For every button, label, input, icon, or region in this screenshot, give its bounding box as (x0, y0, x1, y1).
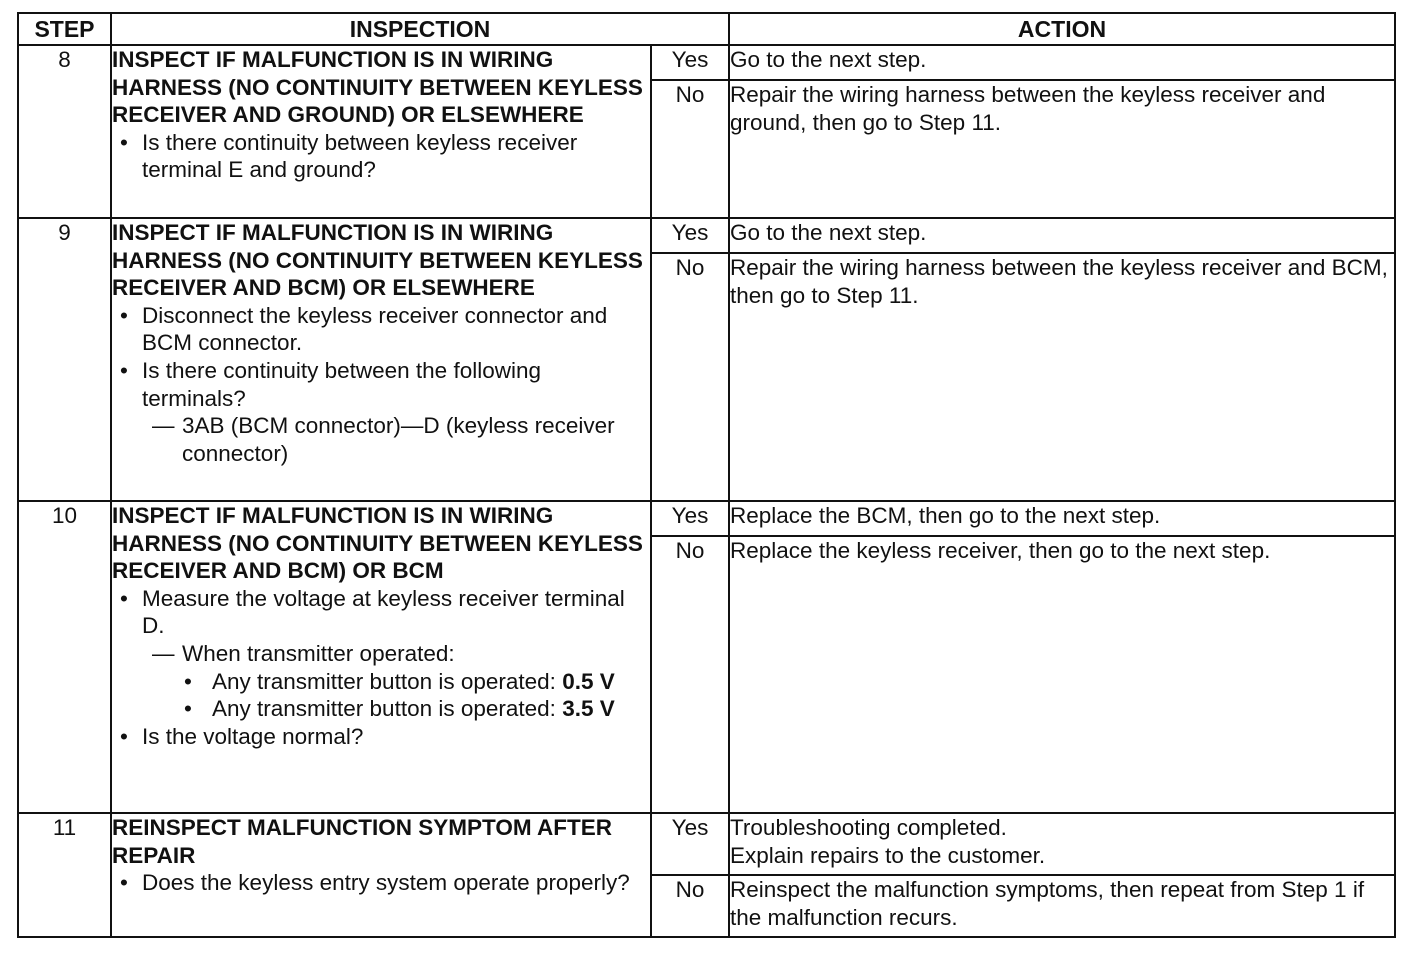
header-action: ACTION (729, 13, 1395, 45)
table-row (18, 45, 1395, 80)
no-action: Reinspect the malfunction symptoms, then repeat from Step 1 if the malfunction recurs. (729, 875, 1395, 937)
step-number: 9 (18, 218, 111, 501)
header-inspection: INSPECTION (111, 13, 729, 45)
yes-action: Replace the BCM, then go to the next step. (729, 501, 1395, 536)
yes-label: Yes (651, 501, 729, 536)
yes-action (729, 813, 1395, 875)
table-row (18, 501, 1395, 536)
yes-label: Yes (651, 813, 729, 875)
table-row (18, 218, 1395, 253)
no-label: No (651, 253, 729, 501)
inspection-bullet: • Measure the voltage at keyless receiver terminal D. (112, 585, 650, 640)
no-label: No (651, 875, 729, 937)
sub-bullet-text: Any transmitter button is operated: (212, 668, 563, 694)
inspection-cell (111, 218, 651, 501)
sub-bullet-value: 0.5 V (562, 668, 615, 694)
inspection-bullet: • Is there continuity between the following terminals? (112, 357, 650, 412)
header-step: STEP (18, 13, 111, 45)
table-row (18, 813, 1395, 875)
inspection-dash-item: — 3AB (BCM connector)—D (keyless receiver connector) (112, 412, 650, 467)
step-number: 11 (18, 813, 111, 937)
inspection-heading: INSPECT IF MALFUNCTION IS IN WIRING HARNESS (NO CONTINUITY BETWEEN KEYLESS RECEIVER AND GROUND) OR ELSEWHERE (112, 47, 643, 128)
no-label: No (651, 536, 729, 813)
inspection-cell (111, 45, 651, 218)
step-number: 10 (18, 501, 111, 813)
yes-action: Go to the next step. (729, 218, 1395, 253)
inspection-heading: INSPECT IF MALFUNCTION IS IN WIRING HARNESS (NO CONTINUITY BETWEEN KEYLESS RECEIVER AND BCM) OR BCM (112, 503, 643, 584)
no-action: Repair the wiring harness between the keyless receiver and BCM, then go to Step 11. (729, 253, 1395, 501)
inspection-bullet: • Is the voltage normal? (112, 723, 650, 751)
inspection-sub-bullet (112, 668, 650, 696)
no-label: No (651, 80, 729, 218)
inspection-dash-item: — When transmitter operated: (112, 640, 650, 668)
inspection-sub-bullet (112, 695, 650, 723)
inspection-bullet: • Is there continuity between keyless receiver terminal E and ground? (112, 129, 650, 184)
yes-action-line: Troubleshooting completed. (730, 815, 1007, 840)
no-action: Repair the wiring harness between the keyless receiver and ground, then go to Step 11. (729, 80, 1395, 218)
step-number: 8 (18, 45, 111, 218)
no-action: Replace the keyless receiver, then go to the next step. (729, 536, 1395, 813)
inspection-cell (111, 501, 651, 813)
inspection-cell (111, 813, 651, 937)
troubleshooting-table (17, 12, 1396, 938)
troubleshooting-page (17, 12, 1394, 938)
header-row (18, 13, 1395, 45)
yes-action: Go to the next step. (729, 45, 1395, 80)
yes-label: Yes (651, 218, 729, 253)
yes-action-line: Explain repairs to the customer. (730, 842, 1046, 868)
sub-bullet-value: 3.5 V (562, 696, 615, 722)
sub-bullet-text: Any transmitter button is operated: (212, 696, 563, 722)
yes-label: Yes (651, 45, 729, 80)
inspection-bullet: • Disconnect the keyless receiver connector and BCM connector. (112, 302, 650, 357)
inspection-heading: INSPECT IF MALFUNCTION IS IN WIRING HARNESS (NO CONTINUITY BETWEEN KEYLESS RECEIVER AND BCM) OR ELSEWHERE (112, 220, 643, 301)
inspection-heading: REINSPECT MALFUNCTION SYMPTOM AFTER REPAIR (112, 815, 612, 868)
inspection-bullet: • Does the keyless entry system operate properly? (112, 869, 650, 897)
